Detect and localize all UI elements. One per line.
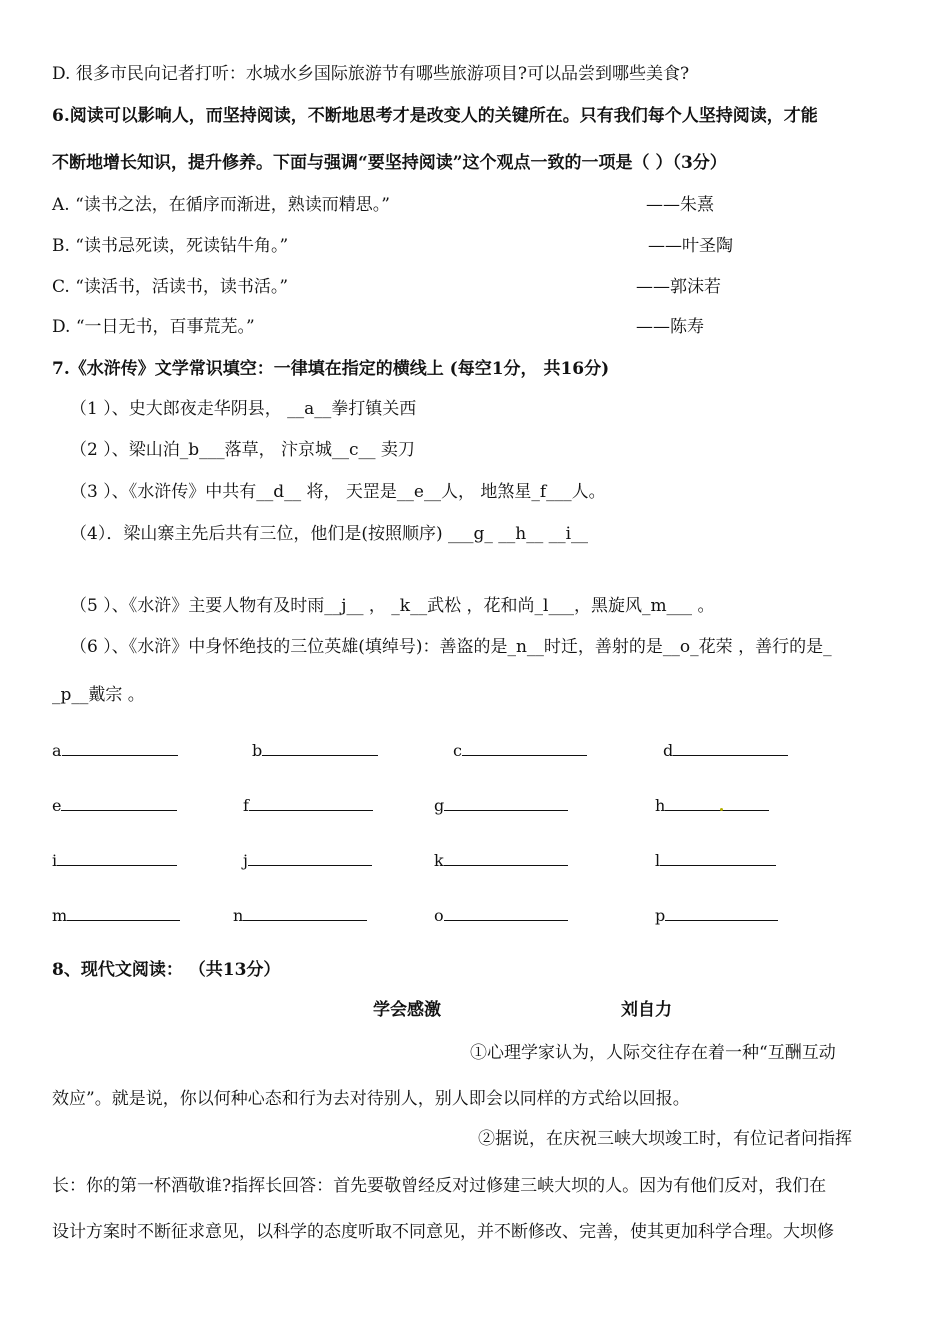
article-title: 学会感激 xyxy=(373,1000,441,1020)
answer-label: d xyxy=(663,741,674,760)
answer-blank-o[interactable] xyxy=(434,904,568,927)
q7-item-6-cont: _p__戴宗 。 xyxy=(52,685,145,705)
q6-stem-line1: 6.阅读可以影响人，而坚持阅读，不断地思考才是改变人的关键所在。只有我们每个人坚持阅读，才能 xyxy=(52,106,818,126)
answer-label: o xyxy=(434,906,444,925)
article-author: 刘自力 xyxy=(621,1000,672,1020)
answer-label: b xyxy=(252,741,263,760)
q7-item-6: （6 ）、《水浒》中身怀绝技的三位英雄(填绰号)：善盗的是_n__时迁，善射的是__o_花荣 ，善行的是_ xyxy=(70,637,832,657)
answer-blank-d[interactable] xyxy=(663,739,788,762)
answer-blank-n[interactable] xyxy=(233,904,367,927)
answer-label: e xyxy=(52,796,62,815)
para2-line2: 长：你的第一杯酒敬谁?指挥长回答：首先要敬曾经反对过修建三峡大坝的人。因为有他们反对，我们在 xyxy=(52,1176,827,1196)
answer-label: g xyxy=(434,796,445,815)
answer-blank-e[interactable] xyxy=(52,794,177,817)
answer-label: p xyxy=(655,906,666,925)
q6-option-c: C. “读活书，活读书，读书活。” xyxy=(52,277,289,297)
answer-label: j xyxy=(243,851,248,870)
stray-dot xyxy=(720,808,723,811)
q7-item-4: （4）．梁山寨主先后共有三位，他们是(按照顺序) ___g_ __h__ __i__ xyxy=(70,524,589,544)
answer-label: c xyxy=(453,741,462,760)
q6-stem-line2: 不断地增长知识，提升修养。下面与强调“要坚持阅读”这个观点一致的一项是（ ）（3分） xyxy=(52,153,727,173)
para1-line2: 效应”。就是说，你以何种心态和行为去对待别人，别人即会以同样的方式给以回报。 xyxy=(52,1089,690,1109)
answer-label: k xyxy=(434,851,444,870)
q8-title: 8、现代文阅读： （共13分） xyxy=(52,960,281,980)
q7-item-3: （3 ）、《水浒传》中共有__d__ 将， 天罡是__e__人， 地煞星_f___人。 xyxy=(70,482,606,502)
q7-item-2: （2 ）、梁山泊_b___落草， 汴京城__c__ 卖刀 xyxy=(70,440,415,460)
answer-blank-g[interactable] xyxy=(434,794,568,817)
answer-blank-f[interactable] xyxy=(243,794,373,817)
answer-blank-l[interactable] xyxy=(655,849,776,872)
answer-label: n xyxy=(233,906,244,925)
para2-line1: ②据说，在庆祝三峡大坝竣工时，有位记者问指挥 xyxy=(478,1129,852,1149)
q6-option-b-author: ——叶圣陶 xyxy=(648,236,733,256)
answer-blank-b[interactable] xyxy=(252,739,378,762)
answer-blank-c[interactable] xyxy=(453,739,587,762)
q7-title: 7.《水浒传》文学常识填空：一律填在指定的横线上 (每空1分， 共16分) xyxy=(52,359,610,379)
q7-item-5: （5 ）、《水浒》主要人物有及时雨__j__ ， _k__武松 ，花和尚_l___，黑旋风_m___ 。 xyxy=(70,596,715,616)
answer-label: m xyxy=(52,906,68,925)
answer-label: i xyxy=(52,851,58,870)
answer-label: f xyxy=(243,796,249,815)
q5-option-d: D. 很多市民向记者打听：水城水乡国际旅游节有哪些旅游项目?可以品尝到哪些美食? xyxy=(52,64,690,84)
answer-blank-p[interactable] xyxy=(655,904,778,927)
q7-item-1: （1 ）、史大郎夜走华阴县， __a__拳打镇关西 xyxy=(70,399,417,419)
q6-option-a-author: ——朱熹 xyxy=(646,195,714,215)
q6-option-d: D. “一日无书，百事荒芜。” xyxy=(52,317,255,337)
answer-label: h xyxy=(655,796,666,815)
answer-label: a xyxy=(52,741,62,760)
answer-blank-h[interactable] xyxy=(655,794,769,817)
answer-label: l xyxy=(655,851,661,870)
answer-blank-k[interactable] xyxy=(434,849,568,872)
q6-option-b: B. “读书忌死读，死读钻牛角。” xyxy=(52,236,289,256)
para1-line1: ①心理学家认为，人际交往存在着一种“互酬互动 xyxy=(470,1043,836,1063)
answer-blank-j[interactable] xyxy=(243,849,372,872)
q6-option-d-author: ——陈寿 xyxy=(636,317,704,337)
para2-line3: 设计方案时不断征求意见，以科学的态度听取不同意见，并不断修改、完善，使其更加科学合理。大坝修 xyxy=(52,1222,834,1242)
answer-blank-a[interactable] xyxy=(52,739,178,762)
q6-option-a: A. “读书之法，在循序而渐进，熟读而精思。” xyxy=(52,195,390,215)
answer-blank-i[interactable] xyxy=(52,849,177,872)
q6-option-c-author: ——郭沫若 xyxy=(636,277,721,297)
answer-blank-m[interactable] xyxy=(52,904,180,927)
